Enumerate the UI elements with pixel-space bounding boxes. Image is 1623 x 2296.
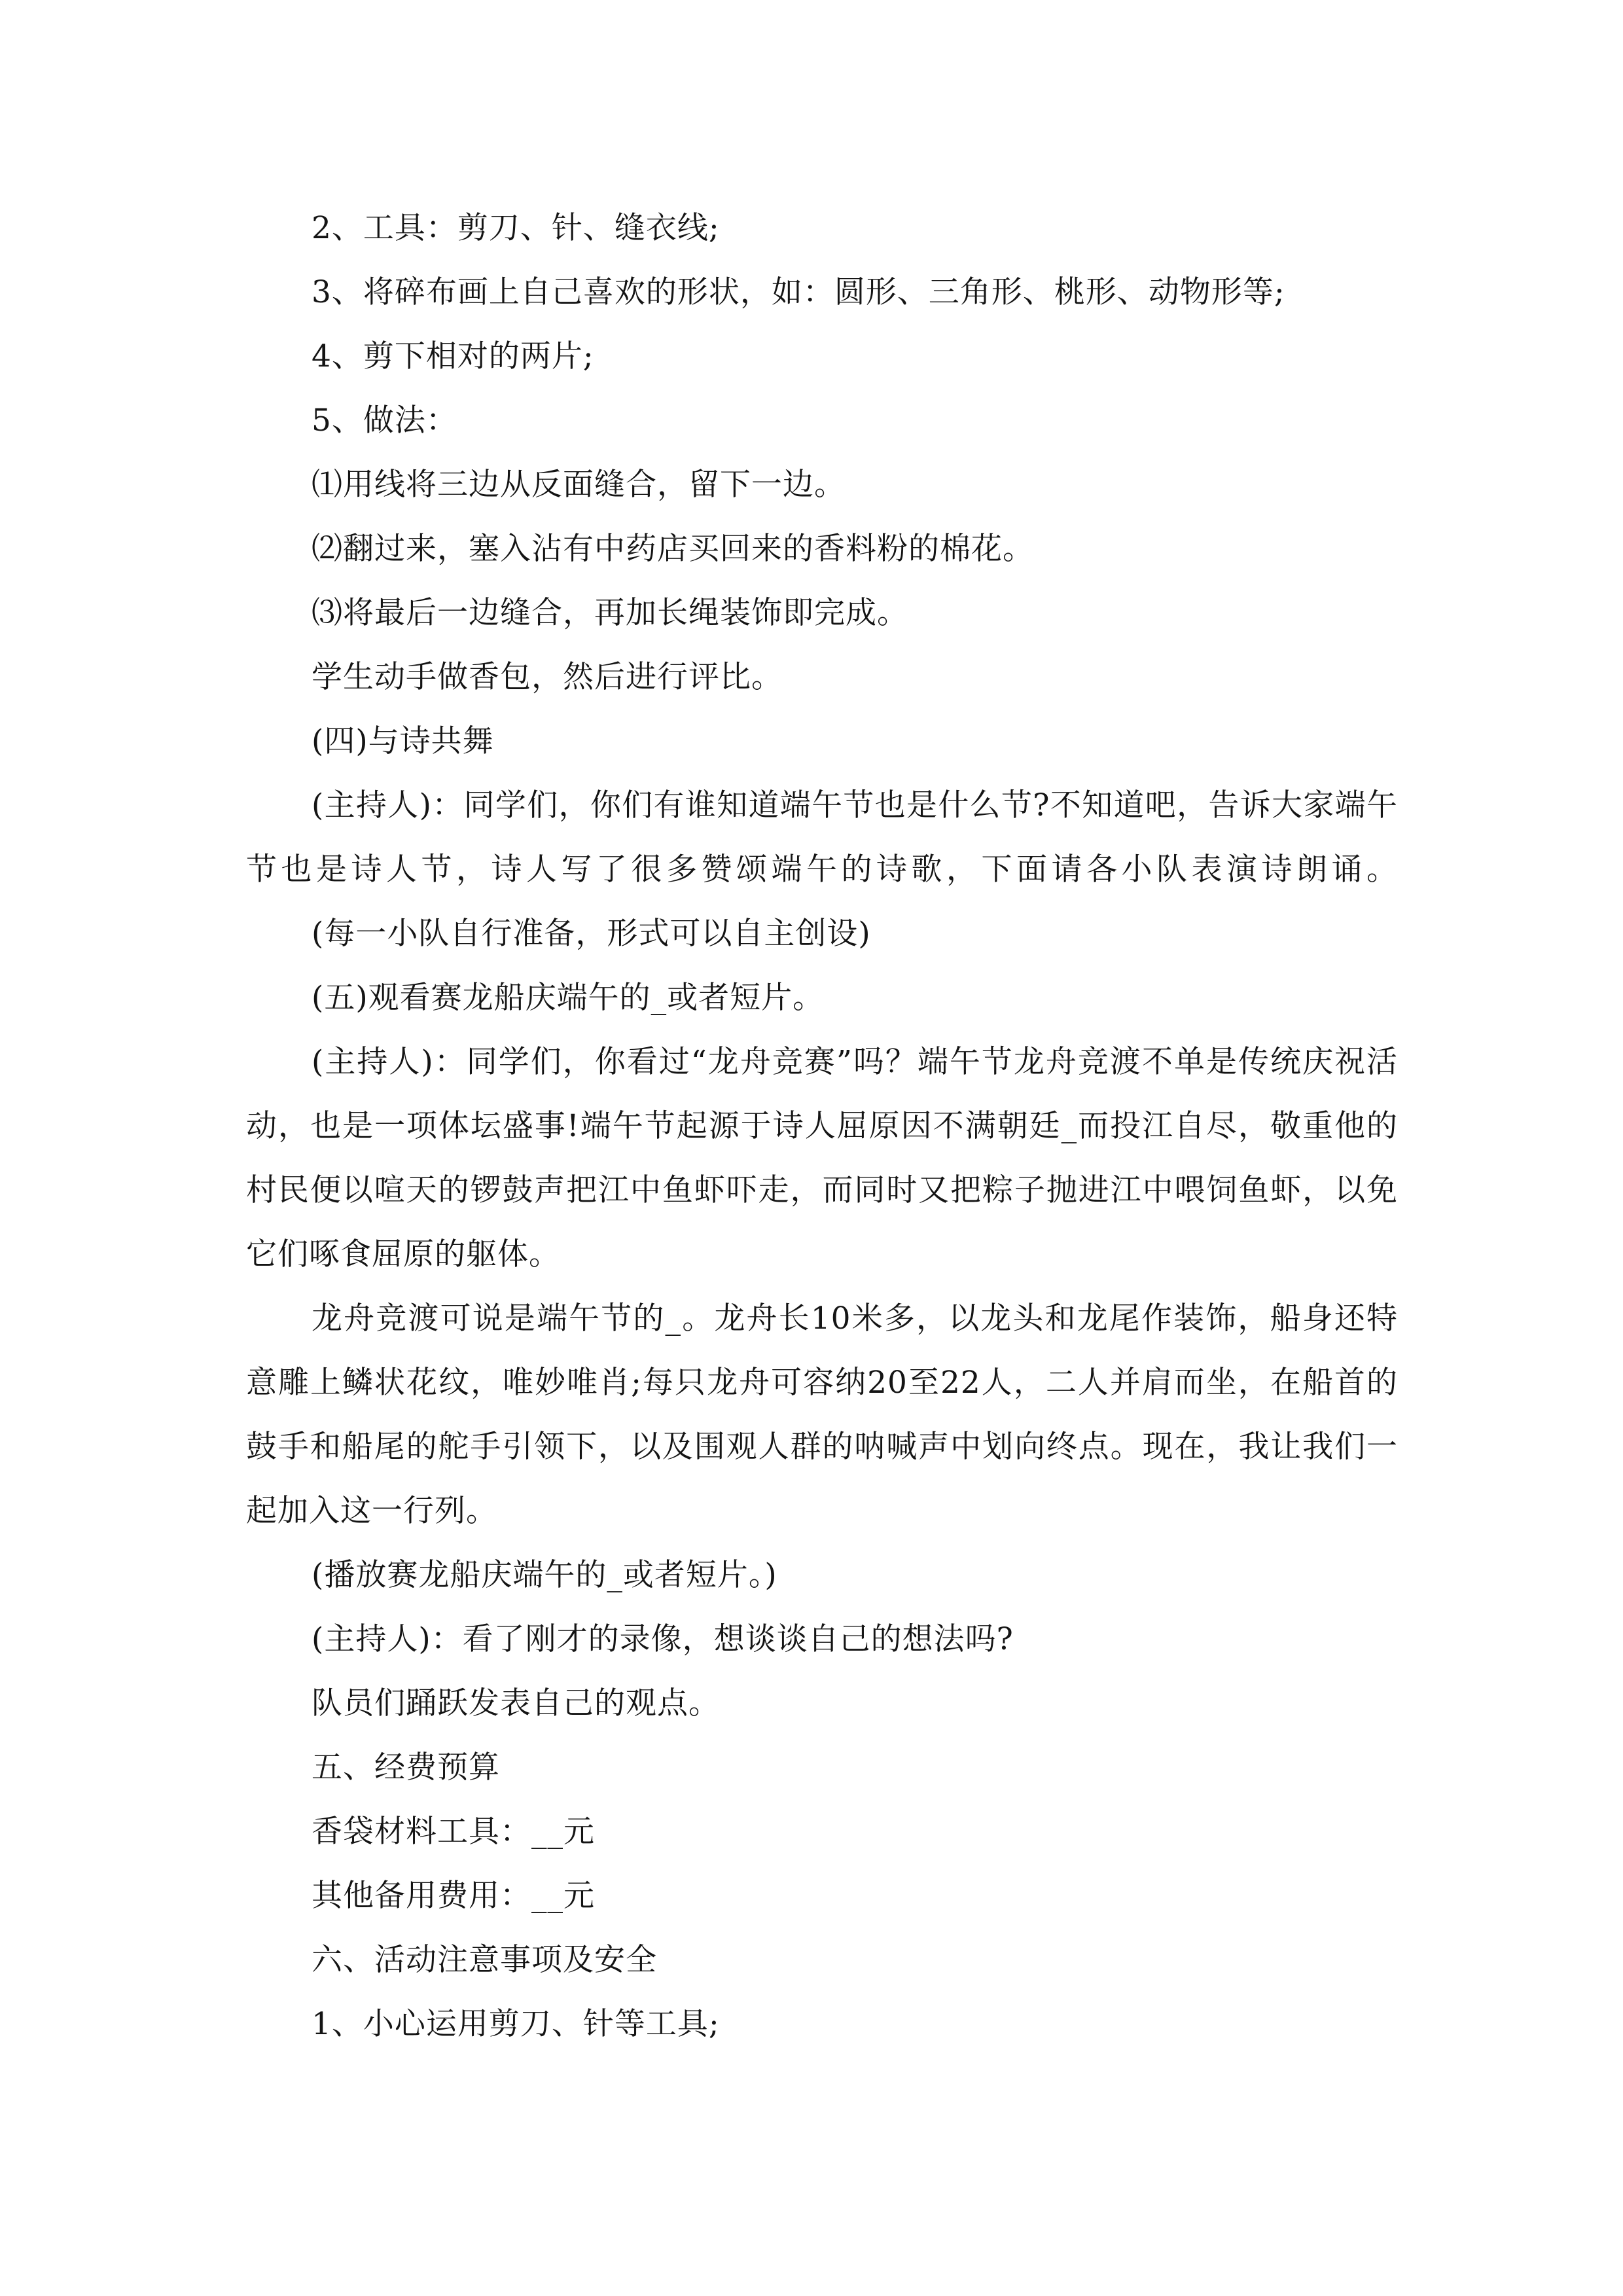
section-heading-budget: 五、经费预算 bbox=[312, 1749, 500, 1785]
paragraph-host-poetry: (主持人)：同学们，你们有谁知道端午节也是什么节?不知道吧，告诉大家端午节也是诗人节，诗人写了很多赞颂端午的诗歌，下面请各小队表演诗朗诵。 bbox=[246, 787, 1398, 888]
section-heading-poetry: (四)与诗共舞 bbox=[312, 723, 494, 759]
paragraph-method-heading: 5、做法： bbox=[312, 403, 457, 439]
section-heading-dragon-boat: (五)观看赛龙船庆端午的_或者短片。 bbox=[312, 980, 825, 1016]
paragraph-dragon-boat-race: 龙舟竞渡可说是端午节的_。龙舟长10米多，以龙头和龙尾作装饰，船身还特意雕上鳞状花纹，唯妙唯肖;每只龙舟可容纳20至22人，二人并肩而坐，在船首的鼓手和船尾的舵手引领下，以及围观人群的呐喊声中划向终点。现在，我让我们一起加入这一行列。 bbox=[246, 1300, 1398, 1529]
paragraph-play-video: (播放赛龙船庆端午的_或者短片。) bbox=[312, 1557, 777, 1593]
document-body bbox=[246, 196, 1398, 2056]
paragraph-step-3: ⑶将最后一边缝合，再加长绳装饰即完成。 bbox=[312, 595, 908, 631]
paragraph-draw-shapes: 3、将碎布画上自己喜欢的形状，如：圆形、三角形、桃形、动物形等; bbox=[312, 274, 1285, 310]
paragraph-cut-pieces: 4、剪下相对的两片; bbox=[312, 338, 594, 374]
section-heading-safety: 六、活动注意事项及安全 bbox=[312, 1942, 657, 1978]
paragraph-host-dragon-boat: (主持人)：同学们，你看过“龙舟竞赛”吗？端午节龙舟竞渡不单是传统庆祝活动，也是一项体坛盛事!端午节起源于诗人屈原因不满朝廷_而投江自尽，敬重他的村民便以喧天的锣鼓声把江中鱼虾吓走，而同时又把粽子抛进江中喂饲鱼虾，以免它们啄食屈原的躯体。 bbox=[246, 1044, 1398, 1272]
paragraph-budget-materials: 香袋材料工具：__元 bbox=[312, 1814, 595, 1850]
paragraph-budget-other: 其他备用费用：__元 bbox=[312, 1878, 595, 1914]
paragraph-step-2: ⑵翻过来，塞入沾有中药店买回来的香料粉的棉花。 bbox=[312, 531, 1034, 567]
paragraph-host-thoughts: (主持人)：看了刚才的录像，想谈谈自己的想法吗? bbox=[312, 1621, 1014, 1657]
paragraph-team-prepare: (每一小队自行准备，形式可以自主创设) bbox=[312, 916, 871, 952]
paragraph-students-make: 学生动手做香包，然后进行评比。 bbox=[312, 659, 783, 695]
paragraph-tools: 2、工具：剪刀、针、缝衣线; bbox=[312, 210, 720, 246]
paragraph-members-share: 队员们踊跃发表自己的观点。 bbox=[312, 1685, 720, 1721]
paragraph-safety-1: 1、小心运用剪刀、针等工具; bbox=[312, 2006, 720, 2042]
paragraph-step-1: ⑴用线将三边从反面缝合，留下一边。 bbox=[312, 467, 846, 503]
